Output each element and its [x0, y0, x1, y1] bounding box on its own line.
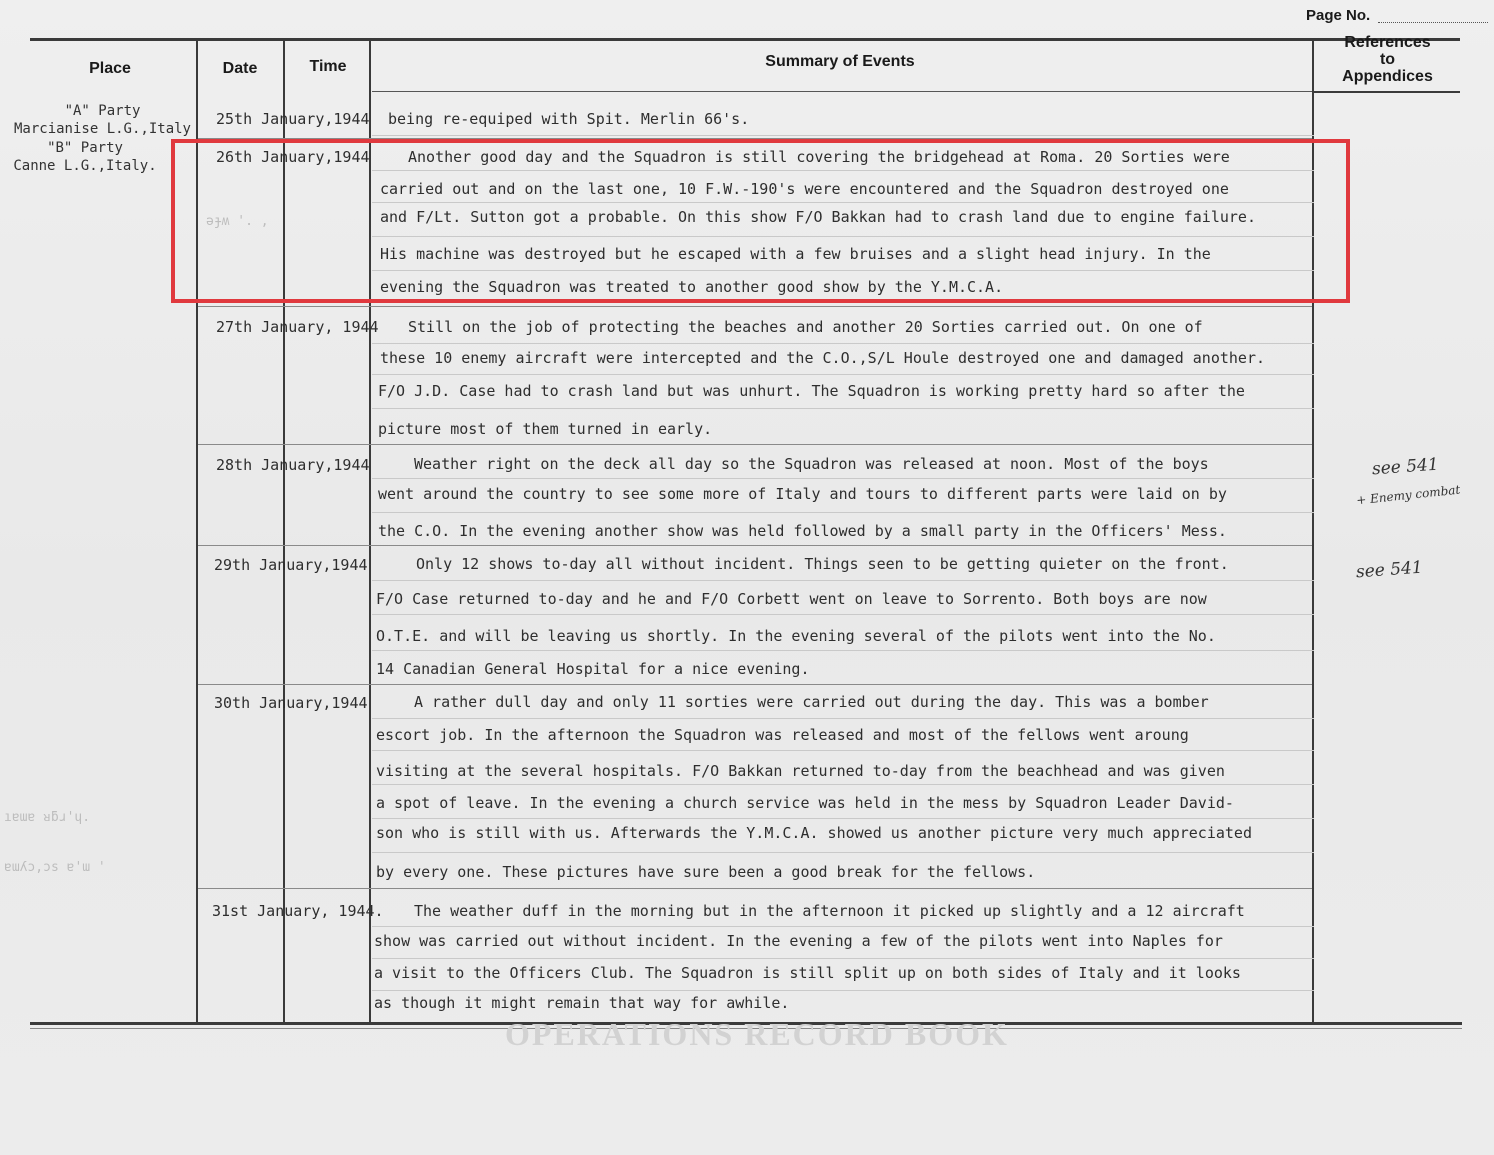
place-b-party-label: "B" Party	[47, 140, 123, 156]
highlight-box	[171, 139, 1350, 303]
header-bottom-rule-refs	[1314, 91, 1460, 93]
entry-line: His machine was destroyed but he escaped with a few bruises and a slight head injury. In the	[380, 245, 1211, 263]
entry-line: Another good day and the Squadron is still covering the bridgehead at Roma. 20 Sorties were	[408, 148, 1230, 166]
place-a-party-label: "A" Party	[64, 103, 141, 119]
entry-separator	[198, 888, 1312, 889]
entry-date: 31st January, 1944.	[212, 902, 384, 920]
ruled-line	[372, 784, 1314, 785]
references-line-2: to	[1379, 51, 1396, 68]
page-no-underline	[1378, 22, 1488, 23]
references-line-3: Appendices	[1342, 68, 1433, 85]
col-header-summary: Summary of Events	[765, 53, 915, 70]
entry-line: as though it might remain that way for awhile.	[374, 994, 790, 1012]
entry-date: 29th January,1944	[214, 556, 368, 574]
entry-line: 14 Canadian General Hospital for a nice evening.	[376, 660, 810, 678]
entry-line: Still on the job of protecting the beaches and another 20 Sorties carried out. On one of	[408, 318, 1203, 336]
ruled-line	[372, 135, 1314, 136]
entry-line: went around the country to see some more of Italy and tours to different parts were laid on by	[378, 485, 1227, 503]
ruled-line	[372, 408, 1314, 409]
entry-separator	[198, 306, 1312, 307]
entry-line: by every one. These pictures have sure been a good break for the fellows.	[376, 863, 1036, 881]
col-header-references	[1320, 34, 1455, 85]
ruled-line	[372, 958, 1314, 959]
entry-line: escort job. In the afternoon the Squadron was released and most of the fellows went aroung	[376, 726, 1189, 744]
reference-note: see 541	[1355, 557, 1424, 583]
ruled-line	[372, 926, 1314, 927]
ruled-line	[372, 614, 1314, 615]
entry-line: Weather right on the deck all day so the Squadron was released at noon. Most of the boys	[414, 455, 1209, 473]
entry-date: 25th January,1944	[216, 110, 370, 128]
entry-line: a spot of leave. In the evening a church service was held in the mess by Squadron Leader David-	[376, 794, 1234, 812]
entry-date: 27th January, 1944	[216, 318, 379, 336]
entry-line: visiting at the several hospitals. F/O Bakkan returned to-day from the beachhead and was given	[376, 762, 1225, 780]
ruled-line	[372, 852, 1314, 853]
entry-line: picture most of them turned in early.	[378, 420, 713, 438]
ruled-line	[372, 478, 1314, 479]
col-header-time: Time	[309, 58, 347, 75]
page-no-label: Page No.	[1306, 7, 1371, 24]
place-a-party	[0, 102, 205, 138]
entry-line: these 10 enemy aircraft were intercepted and the C.O.,S/L Houle destroyed one and damaged another.	[380, 349, 1266, 367]
ruled-line	[372, 580, 1314, 581]
entry-line: being re-equiped with Spit. Merlin 66's.	[388, 110, 750, 128]
entry-separator	[198, 545, 1312, 546]
col-header-date: Date	[222, 60, 258, 77]
bleed-through-text: ıɐɯɐ ᴚƃɹ'ɥ.	[4, 810, 91, 825]
header-bottom-rule-summary	[372, 91, 1312, 92]
ruled-line	[372, 650, 1314, 651]
entry-line: O.T.E. and will be leaving us shortly. In the evening several of the pilots went into the No.	[376, 627, 1216, 645]
entry-line: the C.O. In the evening another show was held followed by a small party in the Officers' Mess.	[378, 522, 1227, 540]
entry-line: evening the Squadron was treated to another good show by the Y.M.C.A.	[380, 278, 1004, 296]
bleed-through-text: ɐɯʎɔ,ɔs ɐ'ɯ '	[4, 860, 106, 875]
bleed-through-text: ǝɟʍ '. ,	[206, 214, 269, 229]
entry-line: F/O J.D. Case had to crash land but was unhurt. The Squadron is working pretty hard so after the	[378, 382, 1245, 400]
place-b-party	[0, 139, 170, 175]
reference-note: see 541	[1371, 454, 1440, 480]
ruled-line	[372, 374, 1314, 375]
entry-date: 28th January,1944	[216, 456, 370, 474]
entry-line: F/O Case returned to-day and he and F/O Corbett went on leave to Sorrento. Both boys are now	[376, 590, 1207, 608]
entry-line: Only 12 shows to-day all without incident. Things seen to be getting quieter on the front.	[416, 555, 1229, 573]
entry-separator	[198, 444, 1312, 445]
ruled-line	[372, 718, 1314, 719]
references-line-1: References	[1344, 34, 1431, 51]
ruled-line	[372, 512, 1314, 513]
place-b-party-location: Canne L.G.,Italy.	[13, 158, 157, 174]
entry-line: show was carried out without incident. In the evening a few of the pilots went into Naples for	[374, 932, 1223, 950]
entry-date: 30th January,1944	[214, 694, 368, 712]
entry-separator	[198, 684, 1312, 685]
entry-line: A rather dull day and only 11 sorties were carried out during the day. This was a bomber	[414, 693, 1209, 711]
entry-line: carried out and on the last one, 10 F.W.-190's were encountered and the Squadron destroyed one	[380, 180, 1229, 198]
ruled-line	[372, 750, 1314, 751]
entry-line: son who is still with us. Afterwards the Y.M.C.A. showed us another picture very much appreciated	[376, 824, 1252, 842]
entry-line: a visit to the Officers Club. The Squadron is still split up on both sides of Italy and it looks	[374, 964, 1241, 982]
ruled-line	[372, 343, 1314, 344]
entry-date: 26th January,1944	[216, 148, 370, 166]
entry-line: The weather duff in the morning but in the afternoon it picked up slightly and a 12 aircraft	[414, 902, 1245, 920]
col-header-place: Place	[89, 60, 131, 77]
place-a-party-location: Marcianise L.G.,Italy	[13, 121, 191, 137]
header-top-rule	[30, 38, 1460, 41]
footer-watermark: OPERATIONS RECORD BOOK	[505, 1016, 1009, 1052]
ruled-line	[372, 990, 1314, 991]
reference-note: + Enemy combat	[1355, 482, 1461, 508]
ruled-line	[372, 818, 1314, 819]
entry-line: and F/Lt. Sutton got a probable. On this show F/O Bakkan had to crash land due to engine failure.	[380, 208, 1256, 226]
